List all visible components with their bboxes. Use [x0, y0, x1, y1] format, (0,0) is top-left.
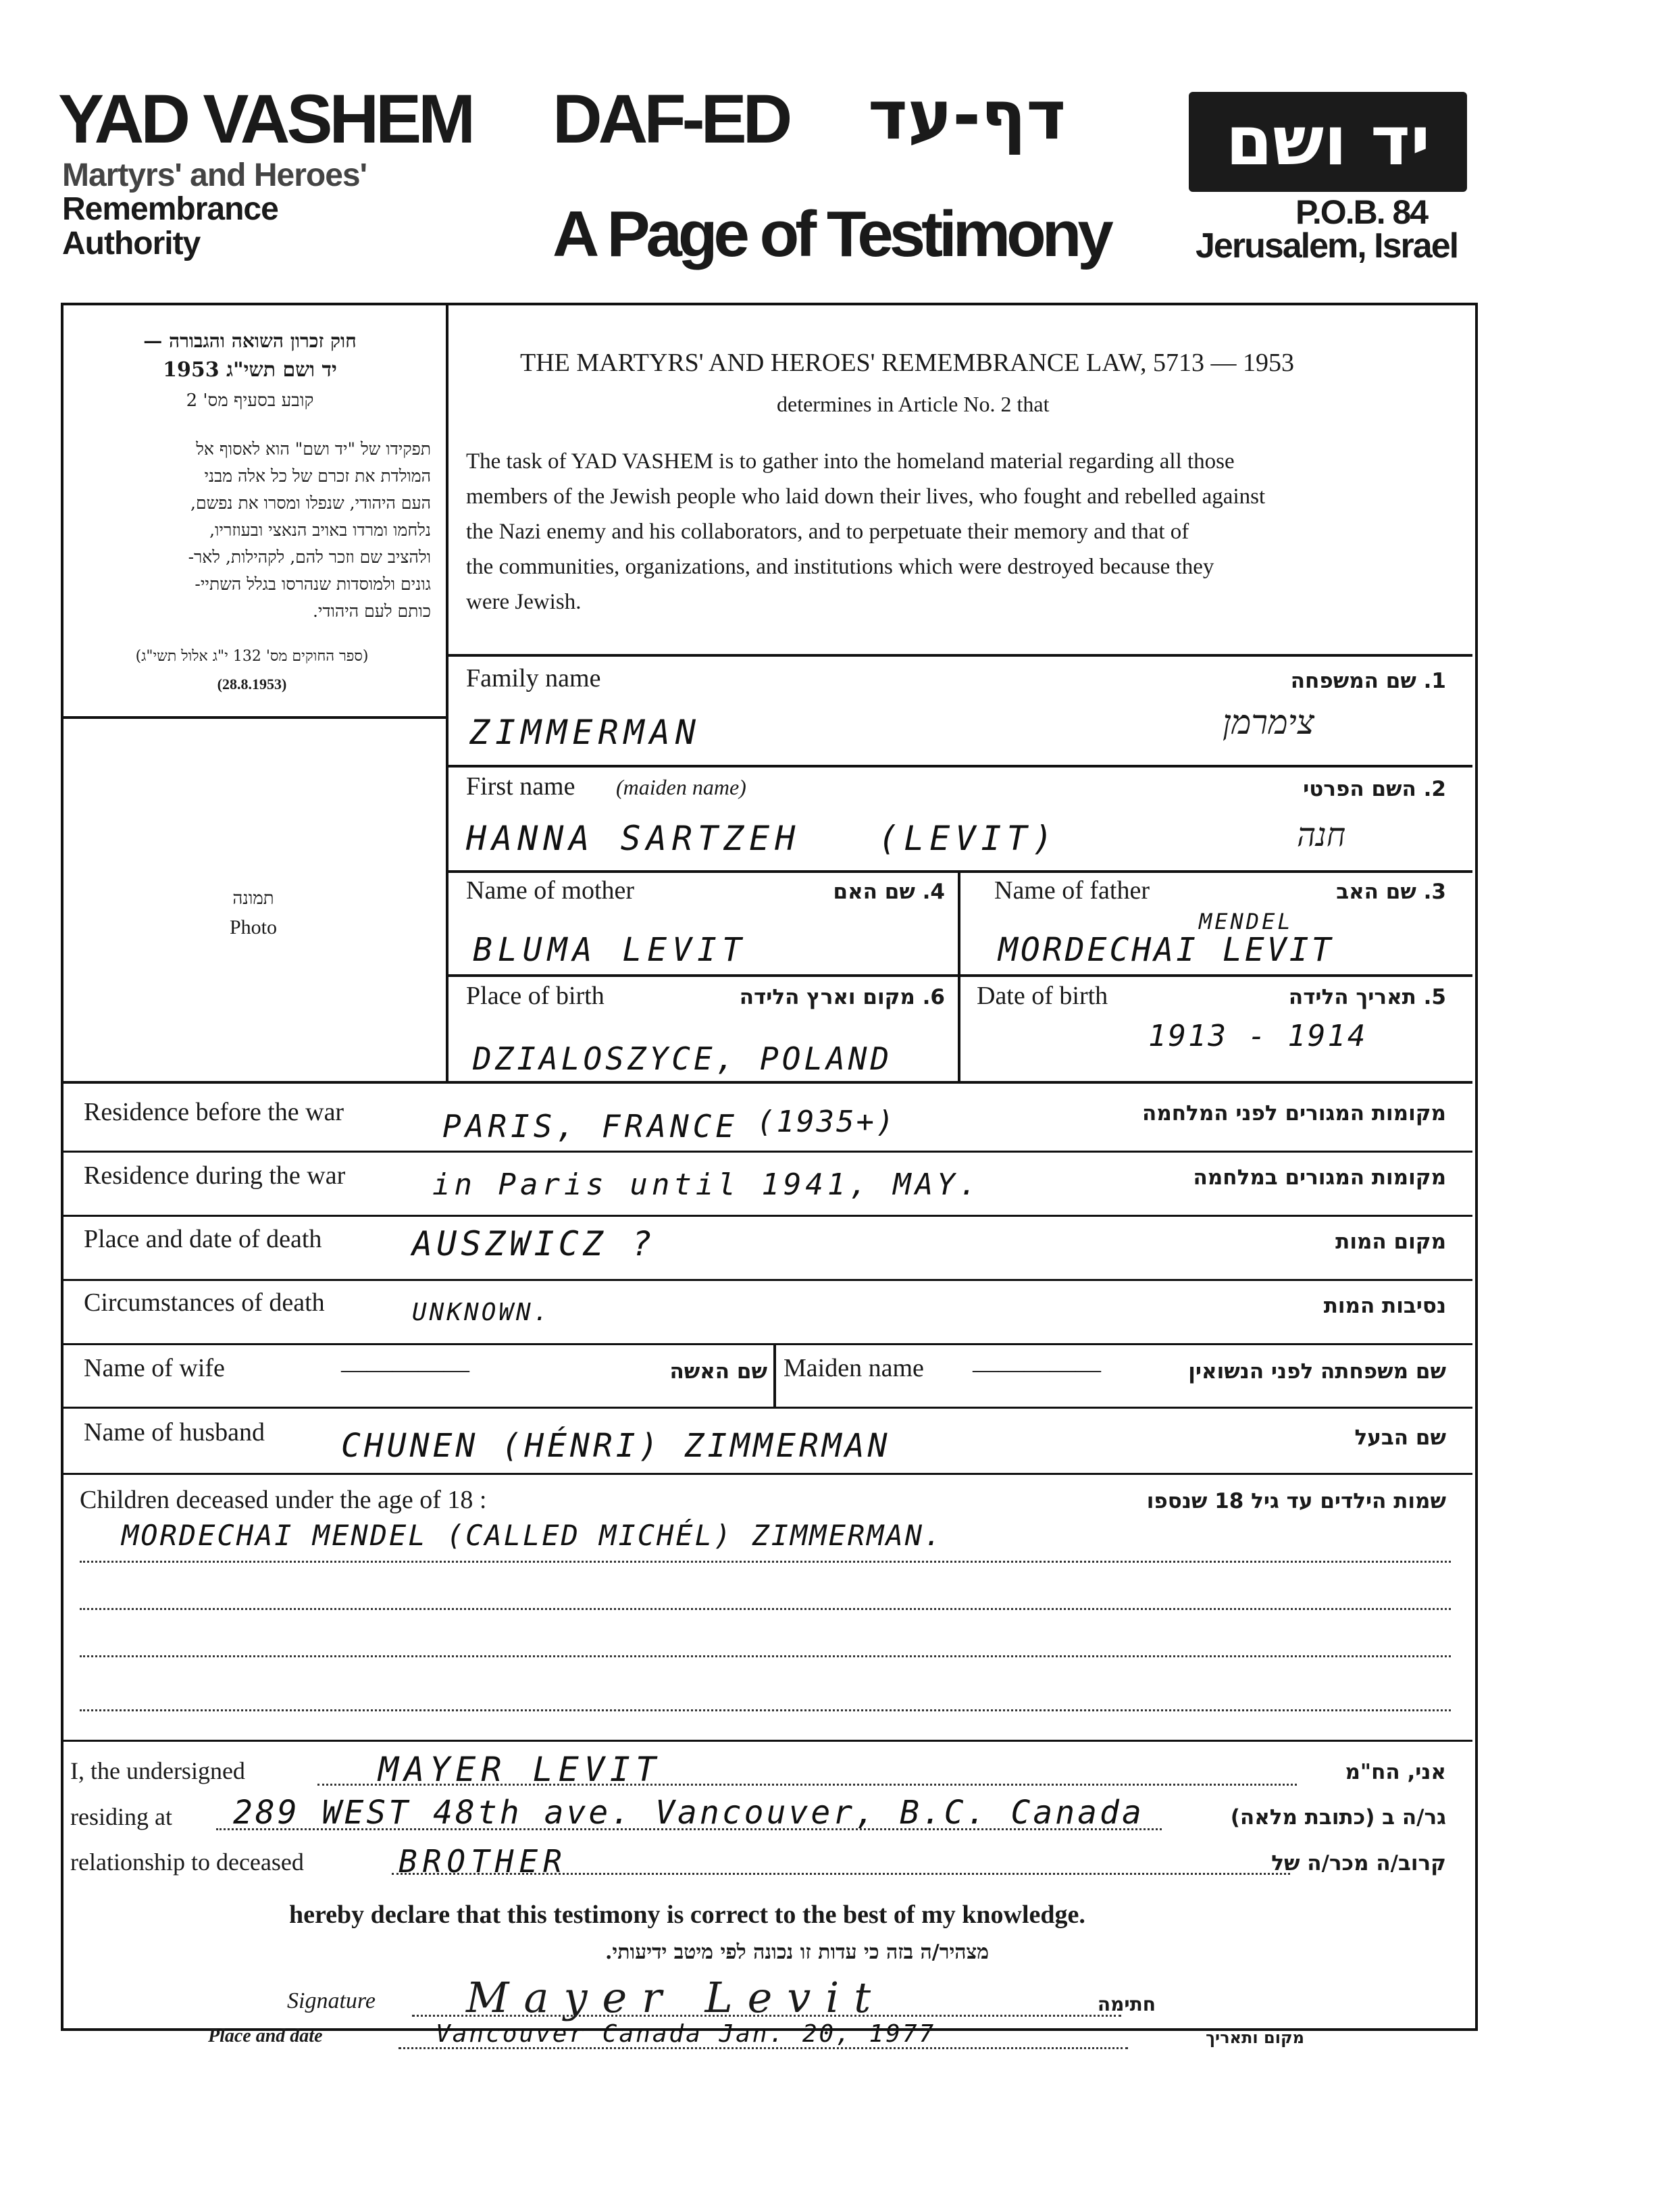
page-title: A Page of Testimony [553, 198, 1110, 270]
place-of-birth-label: Place of birth [466, 982, 605, 1010]
first-name-value[interactable]: HANNA SARTZEH [466, 819, 801, 858]
signature-value[interactable]: Mayer Levit [466, 1973, 886, 2022]
father-insertion[interactable]: MENDEL [1199, 909, 1293, 934]
relationship-label: relationship to deceased [70, 1849, 304, 1876]
undersigned-hebrew: אני, הח"מ [1345, 1760, 1446, 1784]
residence-during-label: Residence during the war [84, 1161, 346, 1190]
sidebar-hebrew-text-7: כותם לעם היהודי. [312, 601, 431, 621]
father-value-last[interactable]: LEVIT [1223, 931, 1334, 969]
residence-before-hebrew: מקומות המגורים לפני המלחמה [1142, 1101, 1446, 1126]
father-label: Name of father [994, 876, 1150, 905]
rule-residence-before [63, 1151, 1472, 1153]
rule-bottom-top [63, 1081, 1472, 1084]
husband-label: Name of husband [84, 1418, 265, 1447]
death-place-label: Place and date of death [84, 1225, 322, 1253]
father-hebrew: 3. שם האב [1336, 880, 1446, 904]
residence-before-year[interactable]: (1935+) [756, 1105, 896, 1139]
residing-label: residing at [70, 1803, 172, 1830]
maiden-value[interactable]: ————— [973, 1355, 1101, 1384]
children-value[interactable]: MORDECHAI MENDEL (CALLED MICHÉL) ZIMMERMAN. [122, 1519, 944, 1552]
rule-circumstances [63, 1343, 1472, 1345]
rule-children [63, 1740, 1472, 1742]
sidebar-hebrew-text-3: העם היהודי, שנפלו ומסרו את נפשם, [190, 493, 431, 513]
first-name-maiden-value[interactable]: (LEVIT) [878, 819, 1058, 858]
wife-value[interactable]: ————— [341, 1355, 469, 1384]
sidebar-divider [446, 305, 448, 1082]
parents-divider [958, 870, 960, 1081]
logo-hebrew: יד ושם [1225, 101, 1431, 180]
mother-label: Name of mother [466, 876, 635, 905]
sidebar-ref-date: (28.8.1953) [217, 676, 287, 693]
husband-hebrew: שם הבעל [1354, 1426, 1446, 1450]
death-circumstances-hebrew: נסיבות המות [1323, 1294, 1446, 1318]
law-body-5: were Jewish. [466, 590, 582, 614]
rule-residence-during [63, 1215, 1472, 1217]
sidebar-rule [63, 716, 446, 719]
sidebar-hebrew-text-5: ולהציב שם וזכר להם, לקהילות, לאר- [188, 547, 431, 567]
residing-value[interactable]: 289 WEST 48th ave. Vancouver, B.C. Canada [233, 1794, 1144, 1832]
place-of-birth-hebrew: 6. מקום וארץ הלידה [739, 985, 945, 1009]
rule-first [446, 765, 1472, 768]
declaration-statement-hebrew: מצהיר/ה בזה כי עדות זו נכונה לפי מיטב ידיעותי. [605, 1940, 990, 1964]
wife-label: Name of wife [84, 1354, 225, 1382]
pob: P.O.B. 84 [1295, 193, 1428, 231]
family-name-label: Family name [466, 664, 601, 693]
place-date-label: Place and date [208, 2026, 323, 2046]
children-line-2 [80, 1608, 1451, 1610]
law-body-4: the communities, organizations, and institutions which were destroyed because they [466, 555, 1214, 579]
death-circumstances-label: Circumstances of death [84, 1288, 325, 1317]
date-of-birth-value[interactable]: 1913 - 1914 [1148, 1019, 1368, 1053]
photo-label: Photo [229, 916, 278, 938]
family-name-hebrew: 1. שם המשפחה [1290, 669, 1446, 693]
law-title: THE MARTYRS' AND HEROES' REMEMBRANCE LAW, 5713 — 1953 [520, 349, 1294, 377]
place-date-hebrew: מקום ותאריך [1206, 2028, 1304, 2047]
declaration-statement: hereby declare that this testimony is correct to the best of my knowledge. [289, 1901, 1085, 1929]
signature-label: Signature [287, 1988, 376, 2013]
sidebar-hebrew-text-2: המולדת את זכרם של כל אלה מבני [204, 466, 431, 486]
rule-family [446, 654, 1472, 657]
rule-husband [63, 1473, 1472, 1475]
wife-maiden-divider [773, 1344, 776, 1408]
org-sub-1: Martyrs' and Heroes' [62, 157, 367, 193]
children-hebrew: שמות הילדים עד גיל 18 שנספו [1146, 1489, 1446, 1513]
law-body-3: the Nazi enemy and his collaborators, and to perpetuate their memory and that of [466, 520, 1189, 544]
yad-vashem-logo [1189, 92, 1467, 192]
sidebar-hebrew-text-4: נלחמו ומרדו באויב הנאצי ובעוזריו, [209, 520, 431, 540]
maiden-hebrew: שם משפחתה לפני הנשואין [1188, 1359, 1446, 1384]
mother-hebrew: 4. שם האם [833, 880, 945, 904]
sidebar-hebrew-ref: (ספר החוקים מס' 132 י"ג אלול תשי"ג) [135, 648, 369, 665]
first-name-hebrew-value[interactable]: חנה [1297, 816, 1346, 854]
children-label: Children deceased under the age of 18 : [80, 1486, 487, 1514]
photo-hebrew-label: תמונה [232, 888, 274, 909]
signature-hebrew: חתימה [1097, 1993, 1156, 2015]
daf-ed-label: DAF-ED [553, 80, 789, 157]
sidebar-hebrew-text-1: תפקידו של "יד ושם" הוא לאסוף אל [196, 439, 431, 459]
place-date-value[interactable]: Vancouver Canada Jan. 20, 1977 [436, 2020, 936, 2048]
date-of-birth-label: Date of birth [977, 982, 1108, 1010]
rule-wife [63, 1407, 1472, 1409]
family-name-value[interactable]: ZIMMERMAN [469, 713, 701, 752]
sidebar-hebrew-law-1: חוק זכרון השואה והגבורה — [143, 330, 357, 352]
daf-ed-hebrew: דף-עד [868, 76, 1067, 155]
first-name-label: First name [466, 772, 575, 801]
date-of-birth-hebrew: 5. תאריך הלידה [1288, 985, 1446, 1009]
undersigned-label: I, the undersigned [70, 1757, 245, 1784]
children-line-4 [80, 1709, 1451, 1711]
residing-hebrew: גר/ה ב (כתובת מלאה) [1230, 1805, 1446, 1830]
residence-during-hebrew: מקומות המגורים במלחמה [1193, 1165, 1446, 1190]
org-sub-2: Remembrance [62, 191, 278, 227]
wife-hebrew: שם האשה [669, 1359, 767, 1384]
children-line-1 [80, 1561, 1451, 1563]
relationship-hebrew: קרוב/ה מכר/ה של [1271, 1851, 1446, 1876]
first-name-hebrew: 2. השם הפרטי [1303, 777, 1446, 801]
org-name: YAD VASHEM [58, 80, 473, 157]
first-name-note: (maiden name) [616, 775, 746, 799]
law-body-2: members of the Jewish people who laid down their lives, who fought and rebelled against [466, 484, 1266, 509]
sidebar-hebrew-law-2: יד ושם תשי"ג 1953 [163, 358, 337, 382]
sidebar-hebrew-text-6: גונים ולמוסדות שנהרסו בגלל השתיי- [195, 574, 431, 594]
place-of-birth-value[interactable]: DZIALOSZYCE, POLAND [473, 1040, 893, 1077]
death-circumstances-value[interactable]: UNKNOWN. [412, 1299, 551, 1326]
death-place-value[interactable]: AUSZWICZ ? [412, 1224, 657, 1263]
law-subtitle: determines in Article No. 2 that [777, 392, 1050, 416]
mother-value[interactable]: BLUMA LEVIT [473, 931, 747, 969]
father-value[interactable]: MORDECHAI [998, 931, 1199, 969]
relationship-value[interactable]: BROTHER [399, 1843, 567, 1880]
sidebar-hebrew-law-3: קובע בסעיף מס' 2 [186, 391, 314, 411]
city: Jerusalem, Israel [1196, 226, 1458, 266]
undersigned-value[interactable]: MAYER LEVIT [378, 1750, 662, 1789]
rule-death-place [63, 1279, 1472, 1281]
residence-before-value[interactable]: PARIS, FRANCE [442, 1108, 739, 1145]
family-name-hebrew-value[interactable]: צימרמן [1223, 703, 1314, 742]
death-place-hebrew: מקום המות [1335, 1230, 1446, 1254]
children-line-3 [80, 1655, 1451, 1657]
maiden-label: Maiden name [784, 1354, 924, 1382]
residence-before-label: Residence before the war [84, 1098, 344, 1126]
law-body-1: The task of YAD VASHEM is to gather into the homeland material regarding all those [466, 449, 1235, 474]
org-sub-3: Authority [62, 226, 201, 261]
husband-value[interactable]: CHUNEN (HÉNRI) ZIMMERMAN [341, 1427, 891, 1465]
residence-during-value[interactable]: in Paris until 1941, MAY. [432, 1167, 981, 1202]
